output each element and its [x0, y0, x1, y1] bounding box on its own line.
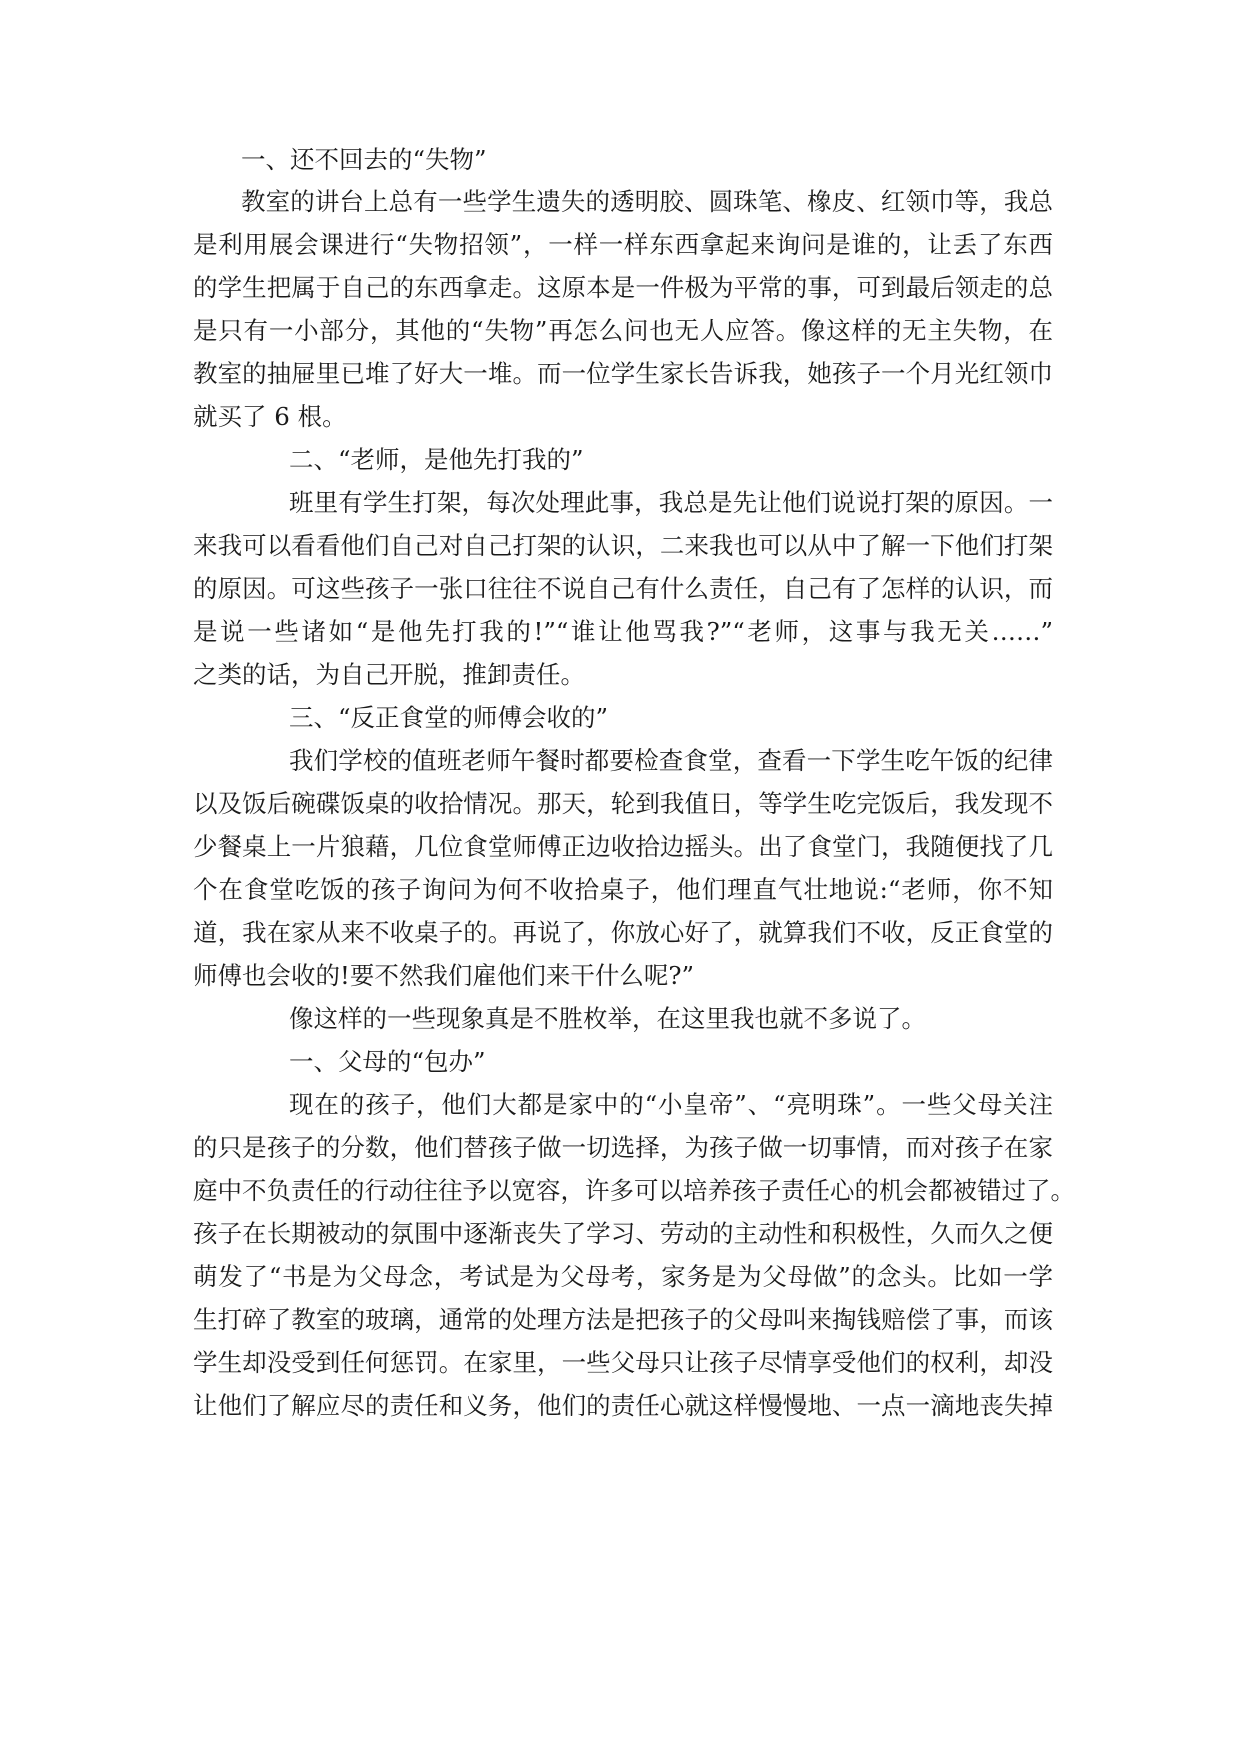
paragraph-line: 个在食堂吃饭的孩子询问为何不收拾桌子，他们理直气壮地说:“老师，你不知	[193, 875, 1053, 904]
paragraph-line: 少餐桌上一片狼藉，几位食堂师傅正边收拾边摇头。出了食堂门，我随便找了几	[193, 832, 1053, 861]
paragraph-line: 来我可以看看他们自己对自己打架的认识，二来我也可以从中了解一下他们打架	[193, 531, 1053, 560]
paragraph-line: 的原因。可这些孩子一张口往往不说自己有什么责任，自己有了怎样的认识，而	[193, 574, 1053, 603]
paragraph-line: 生打碎了教室的玻璃，通常的处理方法是把孩子的父母叫来掏钱赔偿了事，而该	[193, 1305, 1053, 1334]
paragraph-line: 师傅也会收的!要不然我们雇他们来干什么呢?”	[193, 961, 695, 990]
paragraph-line: 我们学校的值班老师午餐时都要检查食堂，查看一下学生吃午饭的纪律	[289, 746, 1053, 775]
paragraph-line: 是说一些诸如“是他先打我的!”“谁让他骂我?”“老师，这事与我无关……”	[193, 617, 1053, 646]
paragraph-line: 的学生把属于自己的东西拿走。这原本是一件极为平常的事，可到最后领走的总	[193, 273, 1053, 302]
paragraph-line: 让他们了解应尽的责任和义务，他们的责任心就这样慢慢地、一点一滴地丧失掉	[193, 1391, 1053, 1420]
paragraph-line: 现在的孩子，他们大都是家中的“小皇帝”、“亮明珠”。一些父母关注	[289, 1090, 1053, 1119]
paragraph-line: 学生却没受到任何惩罚。在家里，一些父母只让孩子尽情享受他们的权利，却没	[193, 1348, 1053, 1377]
paragraph-line: 是利用展会课进行“失物招领”，一样一样东西拿起来询问是谁的，让丢了东西	[193, 230, 1053, 259]
section-heading-1: 一、还不回去的“失物”	[241, 145, 487, 174]
paragraph-line: 萌发了“书是为父母念，考试是为父母考，家务是为父母做”的念头。比如一学	[193, 1262, 1053, 1291]
paragraph-line: 班里有学生打架，每次处理此事，我总是先让他们说说打架的原因。一	[289, 488, 1053, 517]
section-heading-2: 二、“老师，是他先打我的”	[289, 445, 584, 474]
paragraph-line: 教室的抽屉里已堆了好大一堆。而一位学生家长告诉我，她孩子一个月光红领巾	[193, 359, 1053, 388]
paragraph-line: 庭中不负责任的行动往往予以宽容，许多可以培养孩子责任心的机会都被错过了。	[193, 1176, 1075, 1205]
paragraph-line: 之类的话，为自己开脱，推卸责任。	[193, 660, 585, 689]
paragraph-line: 是只有一小部分，其他的“失物”再怎么问也无人应答。像这样的无主失物，在	[193, 316, 1053, 345]
section-heading-4: 一、父母的“包办”	[289, 1047, 486, 1076]
paragraph-line: 像这样的一些现象真是不胜枚举，在这里我也就不多说了。	[289, 1004, 926, 1033]
paragraph-line: 孩子在长期被动的氛围中逐渐丧失了学习、劳动的主动性和积极性，久而久之便	[193, 1219, 1053, 1248]
paragraph-line: 教室的讲台上总有一些学生遗失的透明胶、圆珠笔、橡皮、红领巾等，我总	[241, 187, 1053, 216]
section-heading-3: 三、“反正食堂的师傅会收的”	[289, 703, 609, 732]
paragraph-line: 以及饭后碗碟饭桌的收拾情况。那天，轮到我值日，等学生吃完饭后，我发现不	[193, 789, 1053, 818]
paragraph-line: 就买了 6 根。	[193, 402, 347, 431]
paragraph-line: 的只是孩子的分数，他们替孩子做一切选择，为孩子做一切事情，而对孩子在家	[193, 1133, 1053, 1162]
paragraph-line: 道，我在家从来不收桌子的。再说了，你放心好了，就算我们不收，反正食堂的	[193, 918, 1053, 947]
